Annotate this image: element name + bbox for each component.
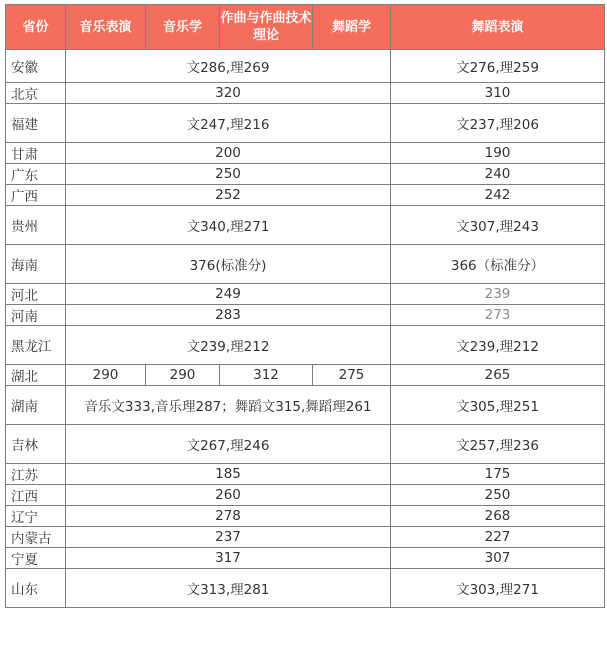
province-cell: 广东: [6, 164, 66, 185]
header-music-performance: 音乐表演: [66, 5, 146, 50]
music-score-cell: 文313,理281: [66, 569, 391, 608]
table-row: [6, 104, 605, 143]
music-score-cell: 237: [66, 527, 391, 548]
province-cell: 甘肃: [6, 143, 66, 164]
province-cell: 辽宁: [6, 506, 66, 527]
dance-score-cell: 242: [391, 185, 605, 206]
dance-score-cell: 265: [391, 365, 605, 386]
dance-score-cell: 文303,理271: [391, 569, 605, 608]
music-score-cell: 260: [66, 485, 391, 506]
musicology-cell: 290: [146, 365, 220, 386]
dance-score-cell: 273: [391, 305, 605, 326]
music-score-cell: 249: [66, 284, 391, 305]
table-row: [6, 365, 605, 386]
dance-score-cell: 文257,理236: [391, 425, 605, 464]
province-cell: 福建: [6, 104, 66, 143]
province-cell: 河北: [6, 284, 66, 305]
province-cell: 湖南: [6, 386, 66, 425]
music-performance-cell: 290: [66, 365, 146, 386]
province-cell: 宁夏: [6, 548, 66, 569]
province-cell: 吉林: [6, 425, 66, 464]
dance-score-cell: 175: [391, 464, 605, 485]
table-row: [6, 206, 605, 245]
header-musicology: 音乐学: [146, 5, 220, 50]
music-score-cell: 320: [66, 83, 391, 104]
music-score-cell: 283: [66, 305, 391, 326]
music-score-cell: 文267,理246: [66, 425, 391, 464]
table-row: [6, 305, 605, 326]
dance-score-cell: 文307,理243: [391, 206, 605, 245]
table-row: [6, 386, 605, 425]
dance-score-cell: 307: [391, 548, 605, 569]
province-cell: 河南: [6, 305, 66, 326]
table-row: [6, 548, 605, 569]
dance-score-cell: 文237,理206: [391, 104, 605, 143]
province-cell: 内蒙古: [6, 527, 66, 548]
dance-studies-cell: 275: [313, 365, 391, 386]
music-score-cell: 文239,理212: [66, 326, 391, 365]
table-row: [6, 50, 605, 83]
dance-score-cell: 366（标准分）: [391, 245, 605, 284]
music-score-cell: 278: [66, 506, 391, 527]
table-row: [6, 425, 605, 464]
province-cell: 安徽: [6, 50, 66, 83]
header-row: [6, 5, 605, 50]
music-score-cell: 音乐文333,音乐理287；舞蹈文315,舞蹈理261: [66, 386, 391, 425]
music-score-cell: 文340,理271: [66, 206, 391, 245]
province-cell: 江西: [6, 485, 66, 506]
music-score-cell: 文247,理216: [66, 104, 391, 143]
table-row: [6, 185, 605, 206]
province-cell: 北京: [6, 83, 66, 104]
table-row: [6, 527, 605, 548]
table-row: [6, 143, 605, 164]
table-row: [6, 245, 605, 284]
dance-score-cell: 文276,理259: [391, 50, 605, 83]
score-table: [5, 4, 605, 608]
header-dance-performance: 舞蹈表演: [391, 5, 605, 50]
table-row: [6, 464, 605, 485]
music-score-cell: 376(标准分): [66, 245, 391, 284]
dance-score-cell: 250: [391, 485, 605, 506]
music-score-cell: 250: [66, 164, 391, 185]
dance-score-cell: 227: [391, 527, 605, 548]
music-score-cell: 317: [66, 548, 391, 569]
table-row: [6, 485, 605, 506]
table-row: [6, 83, 605, 104]
music-score-cell: 200: [66, 143, 391, 164]
dance-score-cell: 268: [391, 506, 605, 527]
table-row: [6, 326, 605, 365]
dance-score-cell: 240: [391, 164, 605, 185]
music-score-cell: 文286,理269: [66, 50, 391, 83]
province-cell: 黑龙江: [6, 326, 66, 365]
dance-score-cell: 310: [391, 83, 605, 104]
table-row: [6, 284, 605, 305]
music-score-cell: 252: [66, 185, 391, 206]
province-cell: 海南: [6, 245, 66, 284]
composition-cell: 312: [220, 365, 313, 386]
province-cell: 湖北: [6, 365, 66, 386]
dance-score-cell: 239: [391, 284, 605, 305]
dance-score-cell: 190: [391, 143, 605, 164]
music-score-cell: 185: [66, 464, 391, 485]
table-row: [6, 506, 605, 527]
province-cell: 贵州: [6, 206, 66, 245]
province-cell: 江苏: [6, 464, 66, 485]
province-cell: 广西: [6, 185, 66, 206]
dance-score-cell: 文239,理212: [391, 326, 605, 365]
header-dance-studies: 舞蹈学: [313, 5, 391, 50]
table-row: [6, 164, 605, 185]
dance-score-cell: 文305,理251: [391, 386, 605, 425]
header-province: 省份: [6, 5, 66, 50]
table-row: [6, 569, 605, 608]
header-composition: 作曲与作曲技术理论: [220, 5, 313, 50]
province-cell: 山东: [6, 569, 66, 608]
